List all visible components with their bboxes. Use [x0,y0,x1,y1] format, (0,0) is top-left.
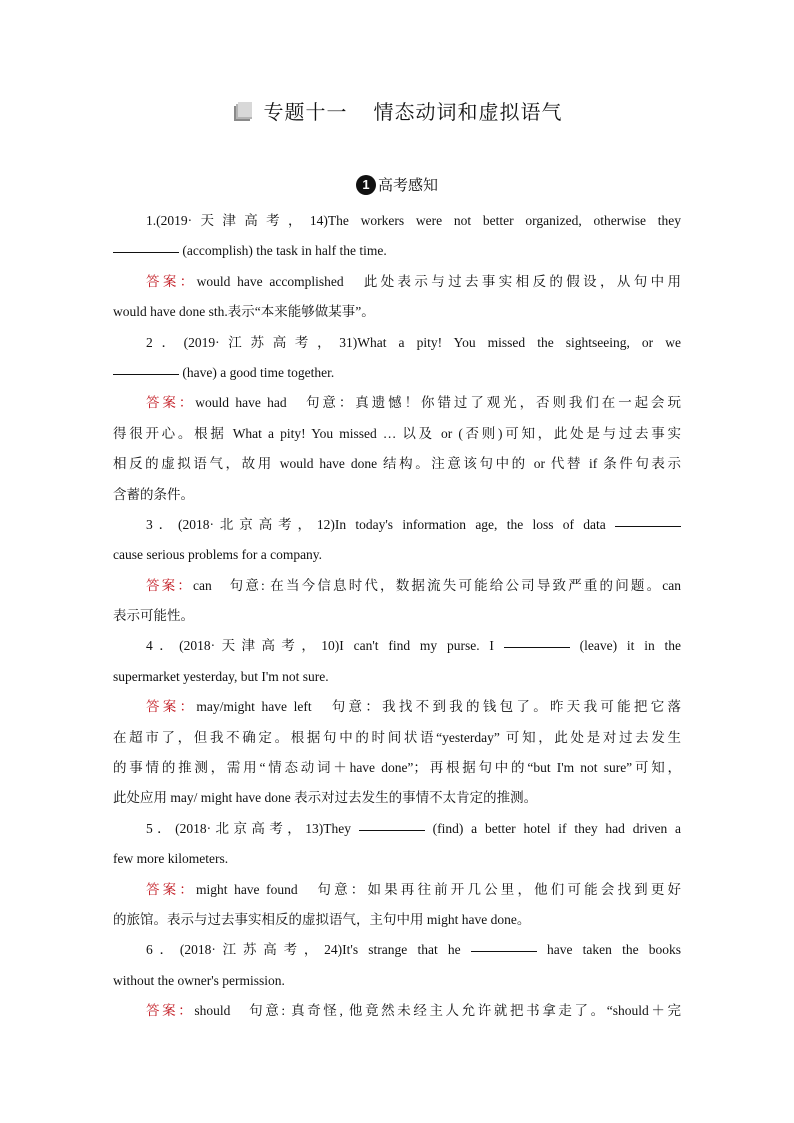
answer-4-line-2: 在超市了，但我不确定。根据句中的时间状语“yesterday” 可知，此处是对过去发生 [113,729,681,745]
section-heading [0,174,794,195]
answer-4-line-1: 答案：may/might have left 句意：我找不到我的钱包了。昨天我可能把它落 [146,699,681,715]
answer-blank [113,251,179,253]
book-icon [232,102,254,122]
answer-5-line-2: 的旅馆。表示与过去事实相反的虚拟语气，主句中用 might have done。 [113,911,531,927]
answer-2-line-3: 相反的虚拟语气，故用 would have done 结构。注意该句中的 or 代替 if 条件句表示 [113,456,681,472]
question-5-line-2: few more kilometers. [113,851,229,867]
question-2-line-1: 2．(2019·江苏高考，31)What a pity! You missed the sightseeing, or we [146,334,681,350]
question-4-line-2: supermarket yesterday, but I'm not sure. [113,668,329,684]
question-4-line-1: 4．(2018·天津高考，10)I can't find my purse. I (leave) it in the [146,638,681,654]
answer-3-line-1: 答案：can 句意: 在当今信息时代，数据流失可能给公司导致严重的问题。can [146,577,681,593]
answer-4-line-4: 此处应用 may/ might have done 表示对过去发生的事情不太肯定的推测。 [113,790,538,806]
question-1-line-1: 1.(2019·天津高考，14)The workers were not better organized, otherwise they [146,213,681,228]
answer-blank [113,373,179,375]
answer-label: 答案： [146,577,194,593]
answer-label: 答案： [146,1003,195,1019]
answer-label: 答案： [146,881,197,897]
page-title [0,96,794,125]
answer-6-line-1: 答案：should 句意: 真奇怪, 他竟然未经主人允许就把书拿走了。“should＋完 [146,1003,681,1019]
answer-label: 答案： [146,699,197,715]
question-list [113,206,681,1027]
section-label: 高考感知 [377,178,438,194]
question-6-line-2: without the owner's permission. [113,972,285,988]
answer-label: 答案： [146,395,196,411]
question-3-line-1: 3．(2018·北京高考，12)In today's information age, the loss of data [113,510,681,540]
answer-2-line-1: 答案：would have had 句意：真遗憾！你错过了观光，否则我们在一起会玩 [146,395,681,411]
question-3-line-2: cause serious problems for a company. [113,547,323,563]
answer-1-line-1: 答案：would have accomplished 此处表示与过去事实相反的假设，从句中用 [146,273,681,289]
title-main: 专题十一 [263,102,348,124]
answer-2-line-4: 含蓄的条件。 [113,486,194,502]
answer-blank [359,829,425,831]
answer-blank [615,525,681,527]
answer-3-line-2: 表示可能性。 [113,608,194,624]
question-2-line-2: (have) a good time together. [113,358,681,388]
answer-5-line-1: 答案：might have found 句意：如果再往前开几公里，他们可能会找到更好 [146,881,681,897]
answer-blank [504,646,570,648]
question-6-line-1: 6．(2018·江苏高考，24)It's strange that he have taken the books [146,942,681,958]
question-1-line-2: (accomplish) the task in half the time. [113,236,681,266]
answer-4-line-3: 的事情的推测，需用“情态动词＋have done”；再根据句中的“but I'm not sure”可知， [113,760,681,776]
answer-2-line-2: 得很开心。根据 What a pity! You missed … 以及 or (否则)可知，此处是与过去事实 [113,425,681,441]
section-number-badge: 1 [356,175,376,195]
question-5-line-1: 5．(2018·北京高考，13)They (find) a better hotel if they had driven a [146,820,681,836]
answer-blank [471,950,537,952]
answer-1-line-2: would have done sth.表示“本来能够做某事”。 [113,304,375,320]
title-sub: 情态动词和虚拟语气 [373,102,563,124]
answer-label: 答案： [146,273,197,289]
